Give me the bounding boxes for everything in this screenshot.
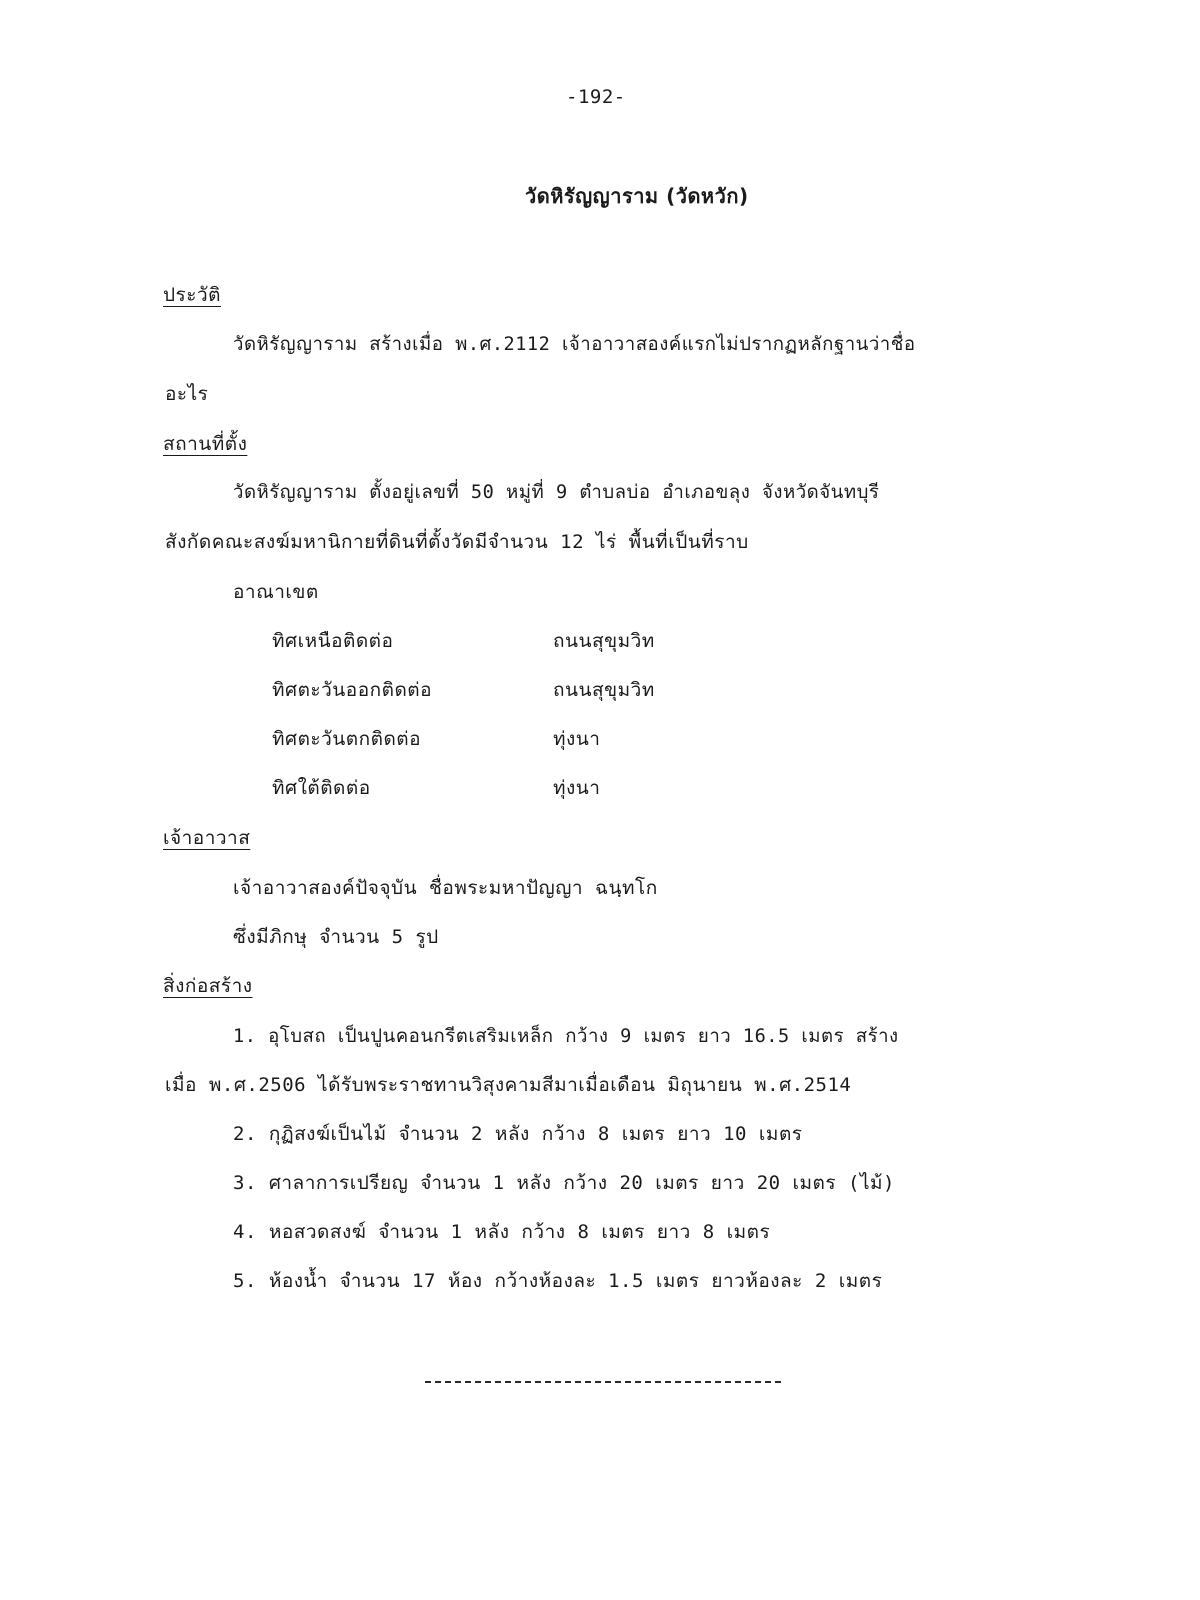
closing-divider: [425, 1381, 781, 1383]
section-heading-location: สถานที่ตั้ง: [163, 433, 248, 455]
section-heading-buildings: สิ่งก่อสร้าง: [163, 975, 253, 997]
location-paragraph-line-1: วัดหิรัญญาราม ตั้งอยู่เลขที่ 50 หมู่ที่ 9 ตำบลบ่อ อำเภอขลุง จังหวัดจันทบุรี: [233, 482, 880, 503]
abbot-paragraph-line-2: ซึ่งมีภิกษุ จำนวน 5 รูป: [233, 926, 439, 948]
section-heading-history: ประวัติ: [163, 284, 221, 306]
page-title: วัดหิรัญญาราม (วัดหวัก): [525, 184, 749, 208]
building-item-4: 4. หอสวดสงฆ์ จำนวน 1 หลัง กว้าง 8 เมตร ยาว 8 เมตร: [233, 1221, 771, 1243]
history-paragraph-line-2: อะไร: [165, 383, 209, 405]
page-number: -192-: [566, 86, 626, 108]
building-item-1-line-2: เมื่อ พ.ศ.2506 ได้รับพระราชทานวิสุงคามสีมาเมื่อเดือน มิถุนายน พ.ศ.2514: [165, 1074, 852, 1096]
boundary-label: อาณาเขต: [233, 581, 319, 603]
building-item-3: 3. ศาลาการเปรียญ จำนวน 1 หลัง กว้าง 20 เมตร ยาว 20 เมตร (ไม้): [233, 1172, 895, 1194]
boundary-direction-north: ทิศเหนือติดต่อ: [272, 630, 394, 652]
building-item-5: 5. ห้องน้ำ จำนวน 17 ห้อง กว้างห้องละ 1.5 เมตร ยาวห้องละ 2 เมตร: [233, 1270, 883, 1292]
location-paragraph-line-2: สังกัดคณะสงฆ์มหานิกายที่ดินที่ตั้งวัดมีจำนวน 12 ไร่ พื้นที่เป็นที่ราบ: [165, 531, 749, 553]
building-item-1-line-1: 1. อุโบสถ เป็นปูนคอนกรีตเสริมเหล็ก กว้าง 9 เมตร ยาว 16.5 เมตร สร้าง: [233, 1026, 899, 1047]
abbot-paragraph-line-1: เจ้าอาวาสองค์ปัจจุบัน ชื่อพระมหาปัญญา ฉนฺทโก: [233, 877, 658, 899]
boundary-value-south: ทุ่งนา: [553, 777, 601, 799]
boundary-direction-east: ทิศตะวันออกติดต่อ: [272, 679, 433, 701]
building-item-2: 2. กุฏิสงฆ์เป็นไม้ จำนวน 2 หลัง กว้าง 8 เมตร ยาว 10 เมตร: [233, 1123, 803, 1145]
boundary-value-west: ทุ่งนา: [553, 728, 601, 750]
boundary-direction-south: ทิศใต้ติดต่อ: [272, 777, 371, 799]
section-heading-abbot: เจ้าอาวาส: [163, 827, 251, 849]
boundary-value-north: ถนนสุขุมวิท: [553, 630, 655, 652]
boundary-value-east: ถนนสุขุมวิท: [553, 679, 655, 701]
history-paragraph-line-1: วัดหิรัญญาราม สร้างเมื่อ พ.ศ.2112 เจ้าอาวาสองค์แรกไม่ปรากฏหลักฐานว่าชื่อ: [233, 334, 916, 355]
boundary-direction-west: ทิศตะวันตกติดต่อ: [272, 728, 422, 750]
